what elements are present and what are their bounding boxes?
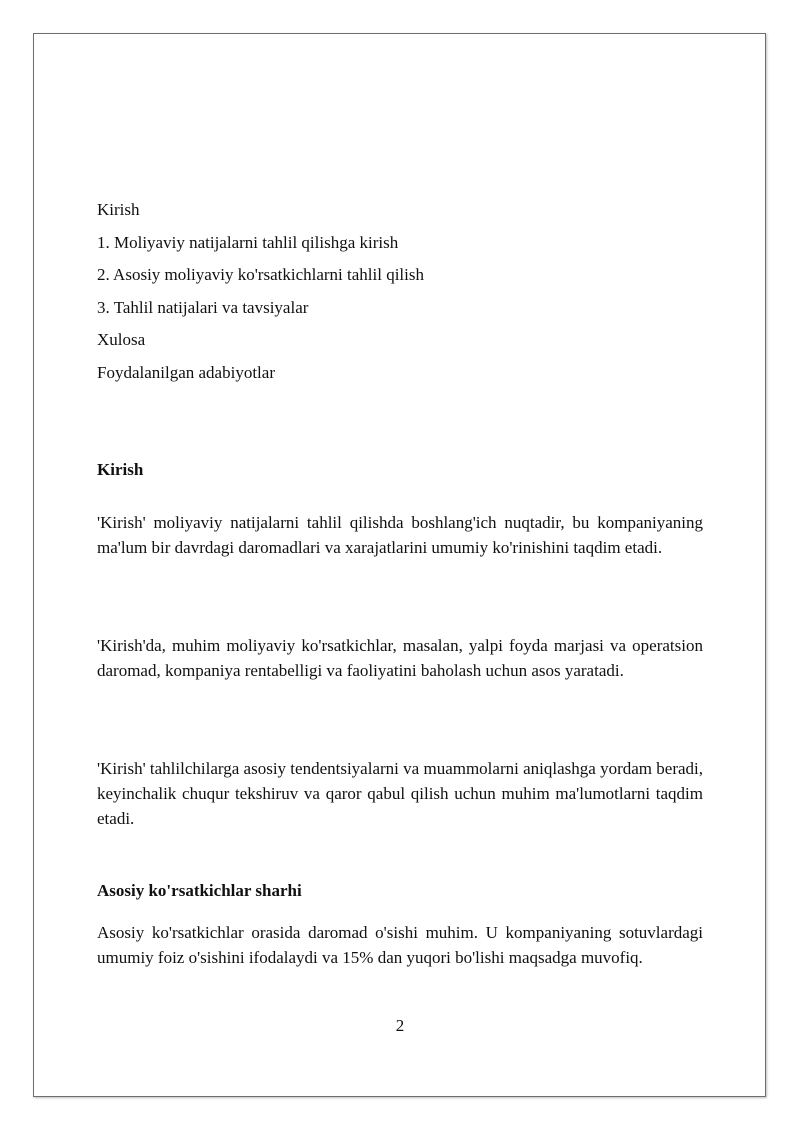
toc-item-chapter-1: 1. Moliyaviy natijalarni tahlil qilishga kirish — [97, 232, 399, 252]
intro-paragraph-2: 'Kirish'da, muhim moliyaviy ko'rsatkichlar, masalan, yalpi foyda marjasi va operatsion daromad, kompaniya rentabelligi va faoliyatini baholash uchun asos yaratadi. — [97, 636, 703, 680]
toc-item-conclusion: Xulosa — [97, 330, 146, 350]
toc-item-chapter-2: 2. Asosiy moliyaviy ko'rsatkichlarni tahlil qilish — [97, 265, 424, 285]
table-of-contents — [97, 200, 707, 396]
intro-paragraph-1: 'Kirish' moliyaviy natijalarni tahlil qilishda boshlang'ich nuqtadir, bu kompaniyaning ma'lum bir davrdagi daromadlari va xarajatlarini umumiy ko'rinishini taqdim etadi. — [97, 513, 703, 557]
page-number: 2 — [395, 1016, 405, 1035]
overview-paragraph: Asosiy ko'rsatkichlar orasida daromad o'sishi muhim. U kompaniyaning sotuvlardagi umumiy foiz o'sishini ifodalaydi va 15% dan yuqori bo'lishi maqsadga muvofiq. — [97, 923, 703, 967]
toc-item-intro: Kirish — [97, 200, 140, 219]
intro-heading: Kirish — [97, 460, 144, 479]
intro-paragraph-3: 'Kirish' tahlilchilarga asosiy tendentsiyalarni va muammolarni aniqlashga yordam beradi, keyinchalik chuqur tekshiruv va qaror qabul qilish uchun muhim ma'lumotlarni taqdim etadi. — [97, 759, 703, 828]
toc-item-references: Foydalanilgan adabiyotlar — [97, 362, 275, 382]
toc-item-chapter-3: 3. Tahlil natijalari va tavsiyalar — [97, 297, 309, 317]
overview-heading: Asosiy ko'rsatkichlar sharhi — [97, 881, 302, 900]
